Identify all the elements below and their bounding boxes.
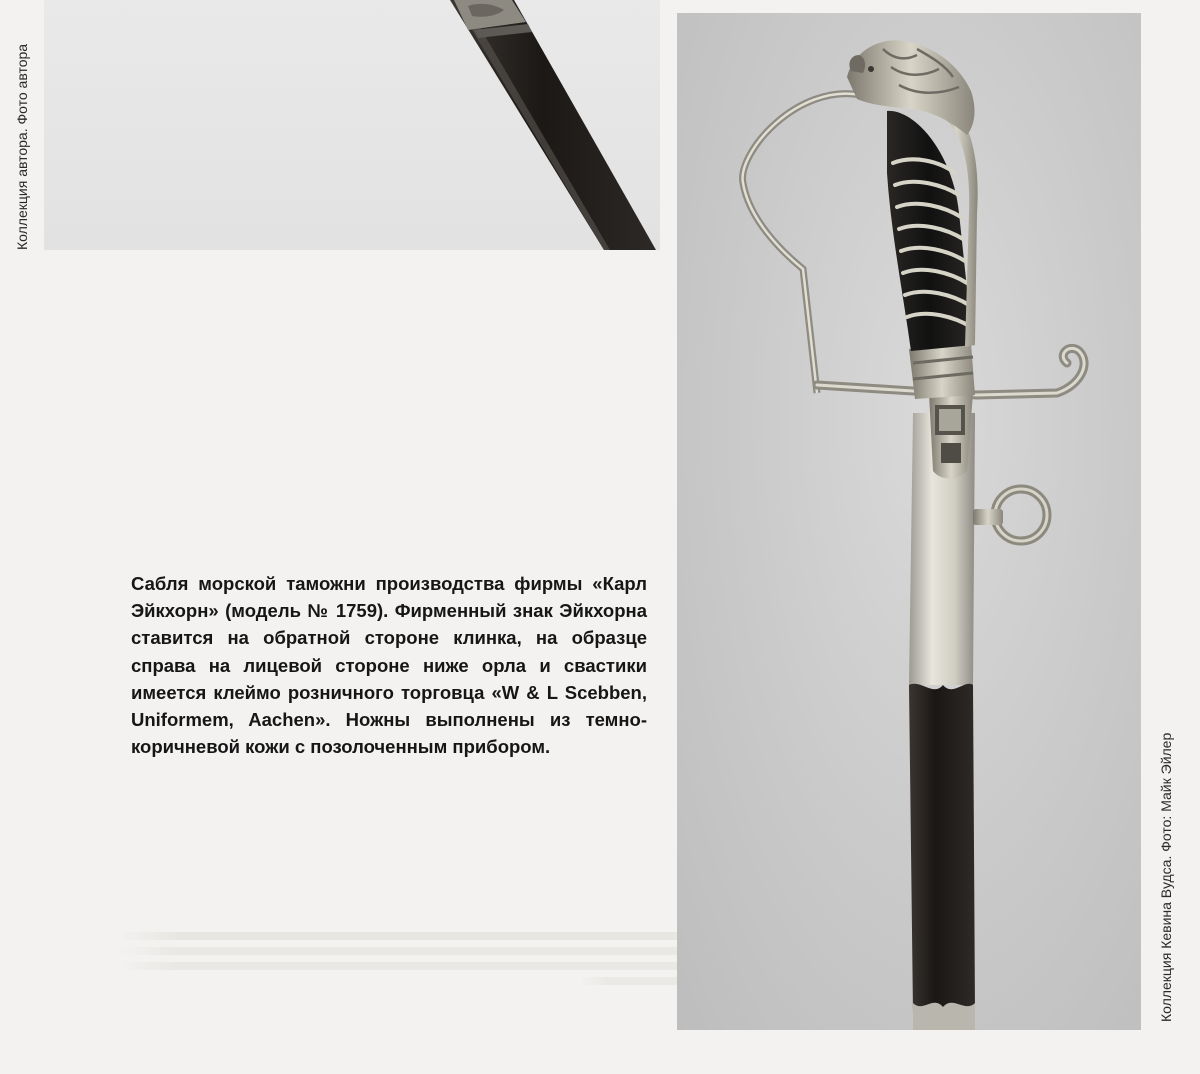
left-photo-credit-text: Коллекция автора. Фото автора [14, 43, 30, 250]
sabre-photo [677, 13, 1141, 1030]
right-photo-credit-text: Коллекция Кевина Вудса. Фото: Майк Эйлер [1158, 732, 1174, 1022]
sabre-caption: Сабля морской таможни производства фирмы «Карл Эйкхорн» (модель № 1759). Фирменный знак Эйкхорна ставится на обратной стороне клинка, на образце справа на лицевой стороне ниже орла и свастики имеется клеймо розничного торговца «W & L Scebben, Uniformem, Aachen». Ножны выполнены из темно-коричневой кожи с позолоченным прибором. [131, 573, 647, 758]
top-sword-photo [44, 0, 660, 250]
